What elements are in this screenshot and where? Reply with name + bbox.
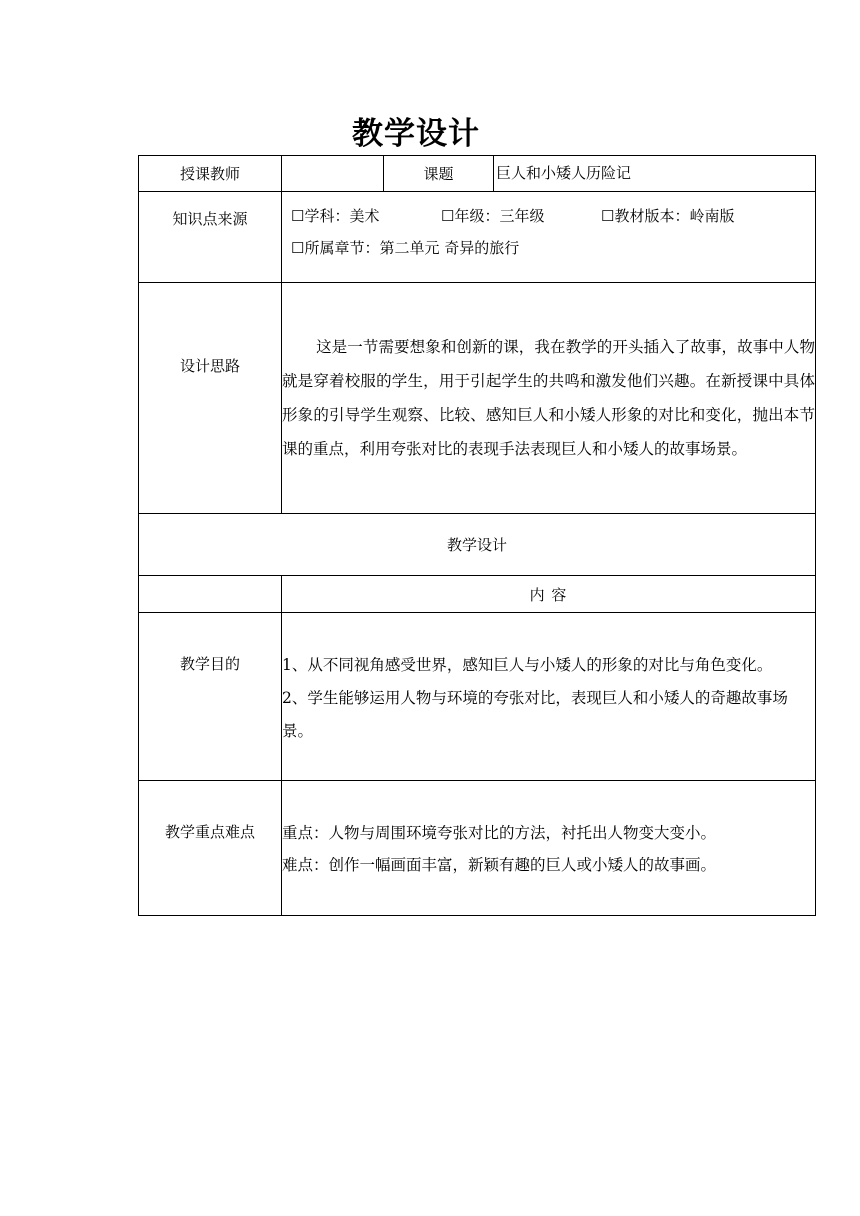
key-point: 重点：人物与周围环境夸张对比的方法，衬托出人物变大变小。 (282, 824, 717, 842)
source-details (282, 192, 816, 283)
topic-value: 巨人和小矮人历险记 (494, 156, 816, 192)
idea-content (282, 283, 816, 514)
source-chapter: ☐所属章节：第二单元 奇异的旅行 (291, 239, 520, 257)
topic-label: 课题 (384, 156, 494, 192)
teacher-label: 授课教师 (139, 156, 282, 192)
idea-label: 设计思路 (139, 283, 282, 514)
key-point: 难点：创作一幅画面丰富，新颖有趣的巨人或小矮人的故事画。 (282, 856, 717, 874)
goal-content (282, 613, 816, 781)
source-subject: ☐学科：美术 (291, 207, 380, 225)
goal-row (139, 613, 816, 781)
teacher-row (139, 156, 816, 192)
idea-paragraph: 这是一节需要想象和创新的课，我在教学的开头插入了故事，故事中人物就是穿着校服的学生，用于引起学生的共鸣和激发他们兴趣。在新授课中具体形象的引导学生观察、比较、感知巨人和小矮人形象的对比和变化，抛出本节课的重点，利用夸张对比的表现手法表现巨人和小矮人的故事场景。 (282, 338, 815, 458)
key-content (282, 781, 816, 916)
idea-row (139, 283, 816, 514)
design-heading: 教学设计 (139, 514, 816, 576)
content-heading-row (139, 576, 816, 613)
goal-label: 教学目的 (139, 613, 282, 781)
source-grade: ☐年级：三年级 (441, 207, 545, 225)
content-heading: 内 容 (282, 576, 816, 613)
source-row (139, 192, 816, 283)
goal-item: 1、从不同视角感受世界，感知巨人与小矮人的形象的对比与角色变化。 (282, 656, 773, 674)
content-heading-blank (139, 576, 282, 613)
source-label: 知识点来源 (139, 192, 282, 283)
goal-item: 2、学生能够运用人物与环境的夸张对比，表现巨人和小矮人的奇趣故事场景。 (282, 689, 788, 740)
teacher-value (282, 156, 384, 192)
design-heading-row (139, 514, 816, 576)
key-label: 教学重点难点 (139, 781, 282, 916)
lesson-plan-table (138, 155, 816, 916)
source-edition: ☐教材版本：岭南版 (601, 207, 735, 225)
key-row (139, 781, 816, 916)
document-title: 教学设计 (352, 116, 480, 152)
